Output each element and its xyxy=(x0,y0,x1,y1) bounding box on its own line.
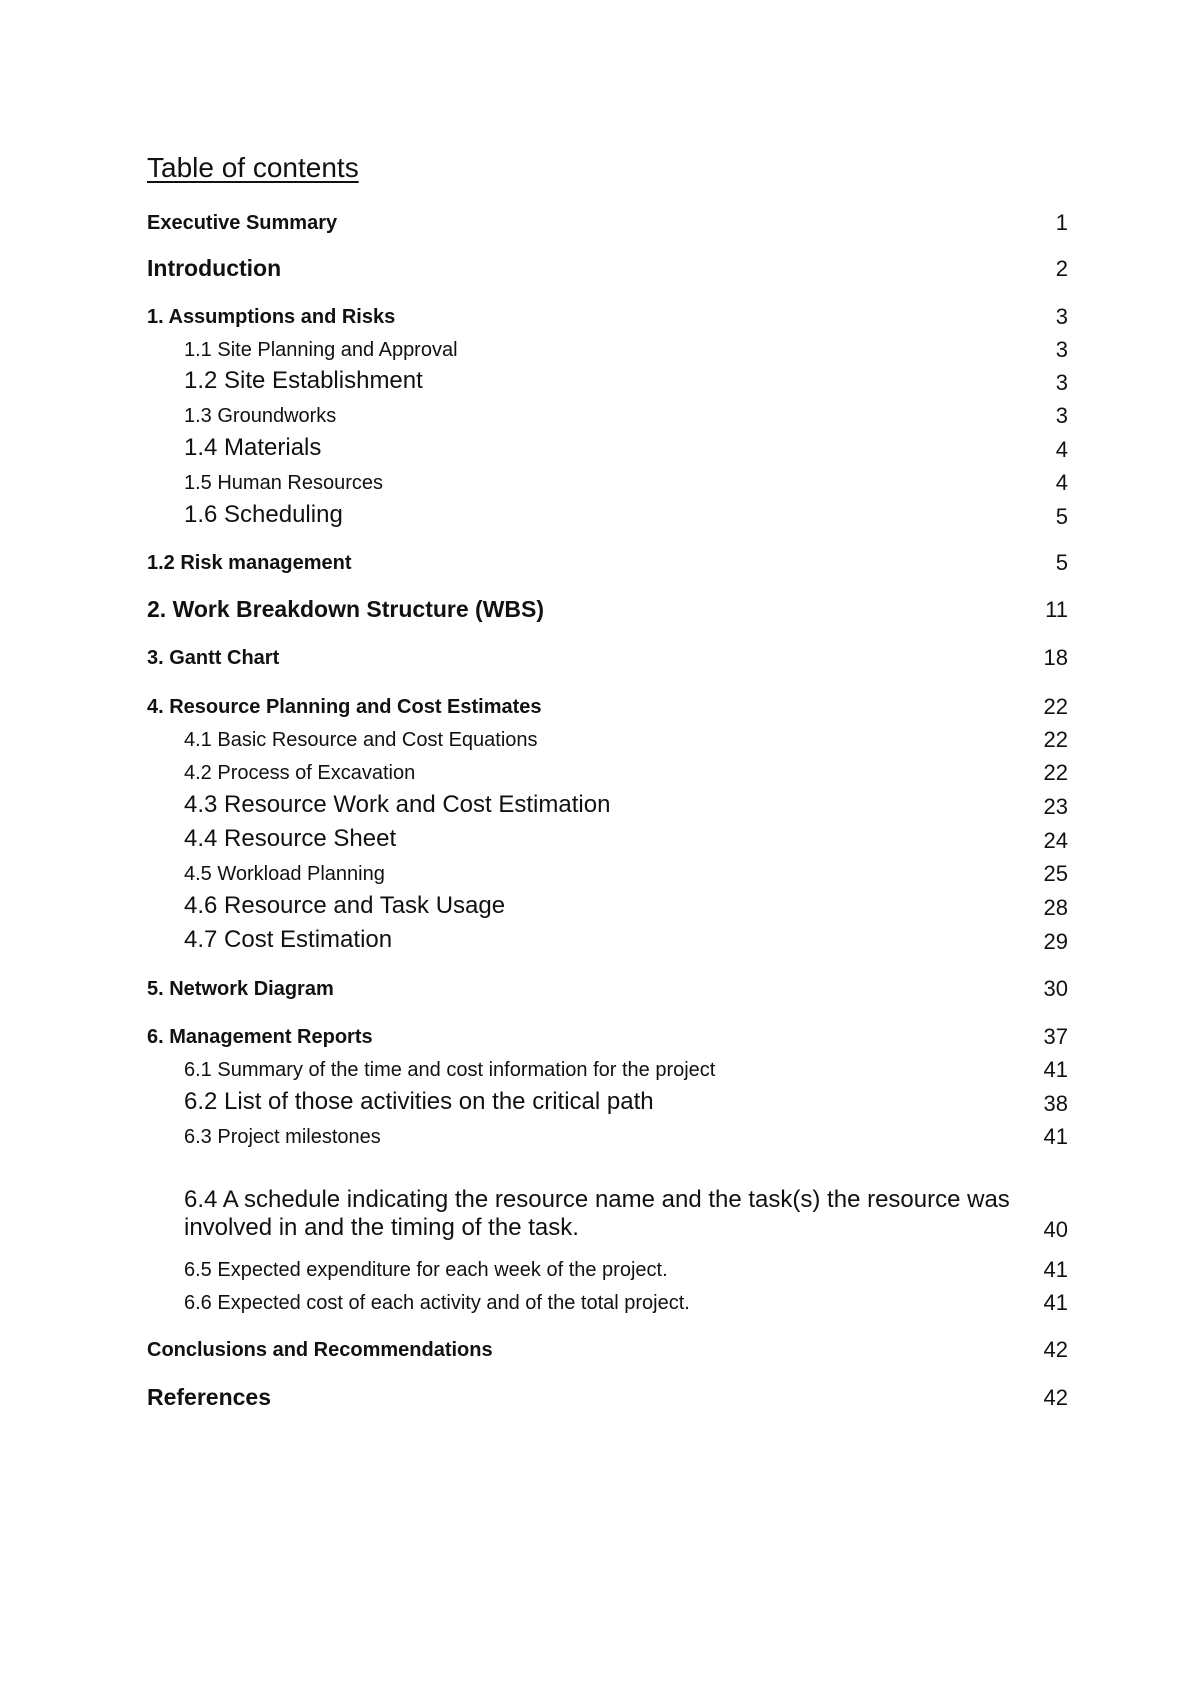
toc-entry-resource-planning[interactable] xyxy=(147,689,1068,719)
toc-entry-task-usage[interactable] xyxy=(184,890,1068,920)
toc-entry-label: 6. Management Reports xyxy=(147,1026,373,1048)
toc-entry-label: 6.6 Expected cost of each activity and of the total project. xyxy=(184,1292,690,1314)
toc-entry-page: 41 xyxy=(1043,1289,1068,1315)
toc-entry-label: 4.3 Resource Work and Cost Estimation xyxy=(184,791,611,819)
toc-entry-milestones[interactable] xyxy=(184,1119,1068,1149)
toc-entry-workload[interactable] xyxy=(184,856,1068,886)
toc-entry-page: 28 xyxy=(1043,894,1068,920)
toc-entry-label: Introduction xyxy=(147,254,282,281)
toc-entry-site-establishment[interactable] xyxy=(184,365,1068,395)
toc-entry-resource-schedule[interactable] xyxy=(184,1186,1068,1242)
toc-entry-page: 41 xyxy=(1043,1256,1068,1282)
toc-entry-page: 30 xyxy=(1043,975,1068,1001)
toc-entry-label: 1. Assumptions and Risks xyxy=(147,306,396,328)
toc-entry-label: 4.1 Basic Resource and Cost Equations xyxy=(184,729,538,751)
toc-entry-page: 41 xyxy=(1043,1056,1068,1082)
toc-entry-risk-management[interactable] xyxy=(147,545,1068,575)
toc-entry-label: 6.5 Expected expenditure for each week of the project. xyxy=(184,1259,668,1281)
toc-entry-cost-estimation[interactable] xyxy=(184,924,1068,954)
toc-entry-label: 1.6 Scheduling xyxy=(184,501,343,529)
toc-entry-site-planning[interactable] xyxy=(184,332,1068,362)
toc-entry-label: 5. Network Diagram xyxy=(147,978,334,1000)
toc-entry-label: 1.2 Risk management xyxy=(147,552,352,574)
toc-entry-label: 3. Gantt Chart xyxy=(147,647,280,669)
toc-entry-page: 41 xyxy=(1043,1123,1068,1149)
toc-entry-label: 1.2 Site Establishment xyxy=(184,367,423,395)
toc-entry-references[interactable] xyxy=(147,1380,1068,1410)
toc-entry-page: 22 xyxy=(1043,759,1068,785)
toc-entry-introduction[interactable] xyxy=(147,251,1068,281)
toc-entry-network-diagram[interactable] xyxy=(147,971,1068,1001)
toc-entry-page: 3 xyxy=(1055,402,1068,428)
toc-entry-groundworks[interactable] xyxy=(184,398,1068,428)
toc-entry-conclusions[interactable] xyxy=(147,1332,1068,1362)
toc-entry-label: 4.7 Cost Estimation xyxy=(184,926,393,954)
toc-entry-page: 24 xyxy=(1043,827,1068,853)
toc-entry-page: 18 xyxy=(1043,644,1068,670)
toc-entry-scheduling[interactable] xyxy=(184,499,1068,529)
toc-entry-resource-sheet[interactable] xyxy=(184,823,1068,853)
toc-entry-label: 4.2 Process of Excavation xyxy=(184,762,416,784)
toc-entry-summary-time-cost[interactable] xyxy=(184,1052,1068,1082)
toc-entry-label: 4.6 Resource and Task Usage xyxy=(184,892,506,920)
toc-entry-label-line1: 6.4 A schedule indicating the resource name and the task(s) the resource was xyxy=(184,1186,1010,1213)
toc-entry-page: 3 xyxy=(1055,303,1068,329)
toc-entry-materials[interactable] xyxy=(184,432,1068,462)
toc-entry-label: 1.3 Groundworks xyxy=(184,405,337,427)
toc-entry-excavation[interactable] xyxy=(184,755,1068,785)
toc-entry-page: 22 xyxy=(1043,726,1068,752)
toc-entry-page: 11 xyxy=(1045,596,1068,622)
toc-entry-label: 6.3 Project milestones xyxy=(184,1126,381,1148)
toc-entry-page: 37 xyxy=(1043,1023,1068,1049)
toc-entry-page: 2 xyxy=(1055,255,1068,281)
toc-entry-human-resources[interactable] xyxy=(184,465,1068,495)
toc-entry-label: 1.1 Site Planning and Approval xyxy=(184,339,458,361)
toc-entry-label: 1.4 Materials xyxy=(184,434,322,462)
toc-entry-page: 40 xyxy=(1043,1216,1068,1242)
toc-entry-executive-summary[interactable] xyxy=(147,205,1068,235)
toc-entry-weekly-expenditure[interactable] xyxy=(184,1252,1068,1282)
toc-entry-page: 42 xyxy=(1043,1384,1068,1410)
toc-entry-page: 25 xyxy=(1043,860,1068,886)
toc-entry-gantt-chart[interactable] xyxy=(147,640,1068,670)
toc-entry-label: 6.2 List of those activities on the critical path xyxy=(184,1088,654,1116)
toc-entry-management-reports[interactable] xyxy=(147,1019,1068,1049)
toc-entry-label: 4.5 Workload Planning xyxy=(184,863,385,885)
toc-entry-label: 1.5 Human Resources xyxy=(184,472,383,494)
toc-entry-page: 5 xyxy=(1055,549,1068,575)
toc-entry-page: 3 xyxy=(1055,369,1068,395)
toc-entry-label: 6.1 Summary of the time and cost information for the project xyxy=(184,1059,716,1081)
toc-entry-label-line2: involved in and the timing of the task. xyxy=(184,1214,579,1241)
toc-entry-label: 2. Work Breakdown Structure (WBS) xyxy=(147,595,545,622)
toc-entry-label: Executive Summary xyxy=(147,212,338,234)
toc-entry-page: 23 xyxy=(1043,793,1068,819)
toc-entry-label: Conclusions and Recommendations xyxy=(147,1339,493,1361)
toc-entry-resource-work[interactable] xyxy=(184,789,1068,819)
toc-entry-page: 1 xyxy=(1055,209,1068,235)
toc-entry-page: 22 xyxy=(1043,693,1068,719)
toc-entry-basic-resource[interactable] xyxy=(184,722,1068,752)
toc-entry-wbs[interactable] xyxy=(147,592,1068,622)
toc-entry-critical-path[interactable] xyxy=(184,1086,1068,1116)
toc-title: Table of contents xyxy=(147,152,359,183)
toc-entry-page: 4 xyxy=(1055,469,1068,495)
toc-entry-assumptions-and-risks[interactable] xyxy=(147,299,1068,329)
toc-entry-label: 4.4 Resource Sheet xyxy=(184,825,397,853)
toc-entry-page: 42 xyxy=(1043,1336,1068,1362)
toc-entry-page: 3 xyxy=(1055,336,1068,362)
toc-entry-activity-cost[interactable] xyxy=(184,1285,1068,1315)
toc-entry-label: 4. Resource Planning and Cost Estimates xyxy=(147,696,542,718)
toc-entry-page: 29 xyxy=(1043,928,1068,954)
toc-entry-page: 38 xyxy=(1043,1090,1068,1116)
toc-entry-page: 5 xyxy=(1055,503,1068,529)
toc-entry-page: 4 xyxy=(1055,436,1068,462)
toc-entry-label: References xyxy=(147,1383,272,1410)
